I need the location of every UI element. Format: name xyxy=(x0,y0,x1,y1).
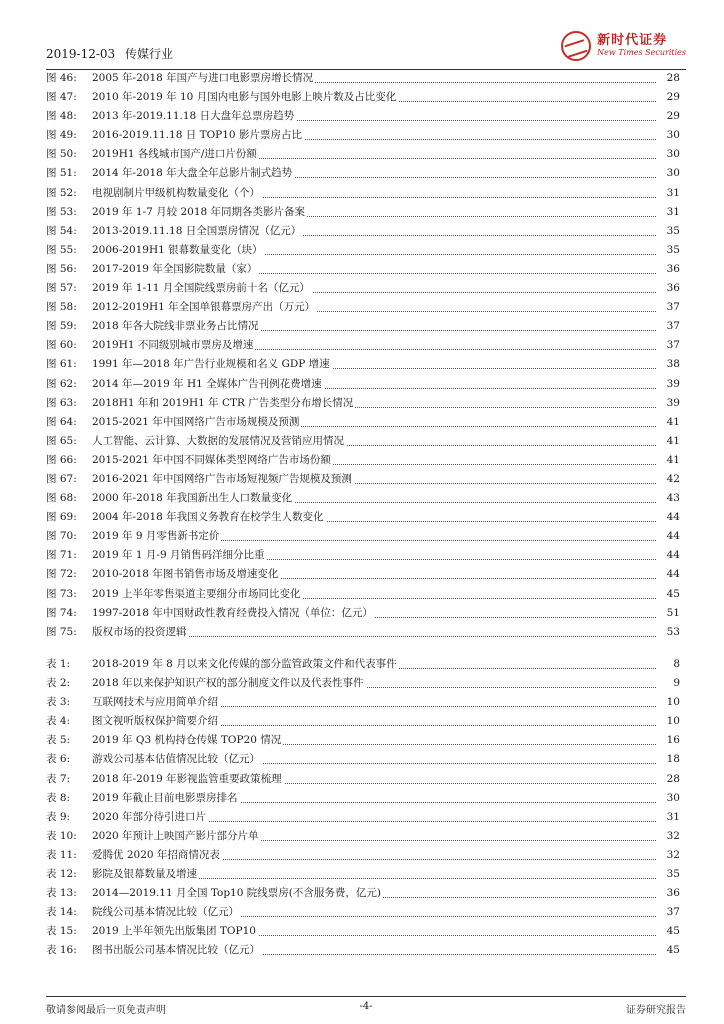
entry-page: 35 xyxy=(666,868,680,881)
entry-label: 表 3: xyxy=(46,696,71,709)
entry-title: 2018H1 年和 2019H1 年 CTR 广告类型分布增长情况 xyxy=(92,396,354,409)
entry-title: 1997-2018 年中国财政性教育经费投入情况（单位：亿元） xyxy=(92,606,373,619)
entry-title-wrap xyxy=(92,808,656,827)
entry-label: 表 9: xyxy=(46,810,71,823)
entry-title-wrap xyxy=(92,184,656,203)
figure-entry[interactable] xyxy=(46,623,680,642)
entry-label: 表 8: xyxy=(46,791,71,804)
entry-title-wrap xyxy=(92,298,656,317)
entry-page: 37 xyxy=(666,301,680,314)
entry-title: 版权市场的投资逻辑 xyxy=(92,625,187,638)
entry-label: 图 58: xyxy=(46,301,77,314)
entry-page: 39 xyxy=(666,396,680,409)
entry-page: 39 xyxy=(666,377,680,390)
entry-title-wrap xyxy=(92,770,656,789)
entry-title: 2019 年 1-7 月较 2018 年同期各类影片备案 xyxy=(92,205,306,218)
entry-title: 图书出版公司基本情况比较（亿元） xyxy=(92,944,260,957)
entry-page: 16 xyxy=(666,734,680,747)
figure-entry[interactable] xyxy=(46,413,680,432)
entry-title: 2013 年-2019.11.18 日大盘年总票房趋势 xyxy=(92,110,295,123)
entry-label: 图 51: xyxy=(46,167,77,180)
figure-index xyxy=(46,69,680,642)
entry-title-wrap xyxy=(92,941,656,960)
entry-title: 2010 年-2019 年 10 月国内电影与国外电影上映片数及占比变化 xyxy=(92,91,397,104)
entry-title-wrap xyxy=(92,884,656,903)
entry-title-wrap xyxy=(92,336,656,355)
entry-title-wrap xyxy=(92,355,656,374)
entry-title-wrap xyxy=(92,655,656,674)
entry-title-wrap xyxy=(92,750,656,769)
figure-entry[interactable] xyxy=(46,470,680,489)
entry-title: 2000 年-2018 年我国新出生人口数量变化 xyxy=(92,492,293,505)
entry-title: 2019 年 9 月零售新书定价 xyxy=(92,530,220,543)
entry-title: 2019 年 Q3 机构持仓传媒 TOP20 情况 xyxy=(92,734,282,747)
entry-label: 图 62: xyxy=(46,377,77,390)
header-info xyxy=(46,45,173,62)
table-entry[interactable] xyxy=(46,770,680,789)
entry-page: 8 xyxy=(673,658,680,670)
entry-title-wrap xyxy=(92,846,656,865)
entry-title: 2006-2019H1 银幕数量变化（块） xyxy=(92,243,263,256)
entry-title: 2005 年-2018 年国产与进口电影票房增长情况 xyxy=(92,72,314,84)
entry-title: 2019 年 1-11 月全国院线票房前十名（亿元） xyxy=(92,282,310,295)
entry-title-wrap xyxy=(92,827,656,846)
entry-title: 2012-2019H1 年全国单银幕票房产出（万元） xyxy=(92,301,316,314)
entry-label: 表 16: xyxy=(46,944,77,957)
entry-label: 图 46: xyxy=(46,72,77,84)
entry-page: 41 xyxy=(666,415,680,428)
entry-title: 2019 年截止目前电影票房排名 xyxy=(92,791,238,804)
entry-title: 2019 年 1 月-9 月销售码洋细分比重 xyxy=(92,549,265,562)
entry-title-wrap xyxy=(92,585,656,604)
entry-title-wrap xyxy=(92,164,656,183)
entry-title-wrap xyxy=(92,865,656,884)
entry-page: 36 xyxy=(666,282,680,295)
entry-label: 图 68: xyxy=(46,492,77,505)
entry-page: 53 xyxy=(666,625,680,638)
table-entry[interactable] xyxy=(46,693,680,712)
entry-title: 人工智能、云计算、大数据的发展情况及营销应用情况 xyxy=(92,434,344,447)
figure-entry[interactable] xyxy=(46,527,680,546)
entry-label: 表 10: xyxy=(46,829,77,842)
entry-title-wrap xyxy=(92,731,656,750)
entry-title: 2020 年预计上映国产影片部分片单 xyxy=(92,829,259,842)
table-entry[interactable] xyxy=(46,712,680,731)
entry-title-wrap xyxy=(92,126,656,145)
table-entry[interactable] xyxy=(46,827,680,846)
entry-label: 图 74: xyxy=(46,606,77,619)
industry-name: 传媒行业 xyxy=(125,47,174,61)
entry-title: 2019 上半年零售渠道主要细分市场同比变化 xyxy=(92,587,301,600)
entry-title-wrap xyxy=(92,489,656,508)
entry-title-wrap xyxy=(92,203,656,222)
logo-english-name: New Times Securities xyxy=(597,47,686,57)
entry-title: 2018 年-2019 年影视监管重要政策梳理 xyxy=(92,772,282,785)
entry-page: 37 xyxy=(666,320,680,333)
figure-entry[interactable] xyxy=(46,336,680,355)
entry-page: 32 xyxy=(666,848,680,861)
entry-title-wrap xyxy=(92,565,656,584)
entry-title: 2018 年各大院线非票业务占比情况 xyxy=(92,320,259,333)
entry-title: 影院及银幕数量及增速 xyxy=(92,868,197,881)
figure-entry[interactable] xyxy=(46,508,680,527)
entry-label: 图 63: xyxy=(46,396,77,409)
entry-label: 表 11: xyxy=(46,848,77,861)
entry-title: 图文视听版权保护简要介绍 xyxy=(92,715,218,728)
entry-page: 10 xyxy=(666,696,680,709)
entry-title-wrap xyxy=(92,903,656,922)
entry-page: 28 xyxy=(666,72,680,84)
figure-entry[interactable] xyxy=(46,375,680,394)
entry-page: 45 xyxy=(666,944,680,957)
entry-title-wrap xyxy=(92,222,656,241)
figure-entry[interactable] xyxy=(46,88,680,107)
entry-page: 45 xyxy=(666,587,680,600)
entry-page: 41 xyxy=(666,453,680,466)
logo-emblem-icon xyxy=(561,31,591,61)
entry-label: 表 13: xyxy=(46,887,77,900)
entry-page: 10 xyxy=(666,715,680,728)
entry-page: 28 xyxy=(666,772,680,785)
table-entry[interactable] xyxy=(46,731,680,750)
entry-title: 2015-2021 年中国不同媒体类型网络广告市场份额 xyxy=(92,453,331,466)
entry-page: 30 xyxy=(666,148,680,161)
figure-entry[interactable] xyxy=(46,107,680,126)
entry-title-wrap xyxy=(92,413,656,432)
entry-title: 2019 上半年领先出版集团 TOP10 xyxy=(92,925,256,938)
entry-label: 图 73: xyxy=(46,587,77,600)
entry-label: 表 6: xyxy=(46,753,71,766)
entry-label: 表 14: xyxy=(46,906,77,919)
entry-title-wrap xyxy=(92,508,656,527)
table-entry[interactable] xyxy=(46,655,680,674)
table-entry[interactable] xyxy=(46,789,680,808)
entry-page: 35 xyxy=(666,224,680,237)
entry-title: 2018 年以来保护知识产权的部分制度文件以及代表性事件 xyxy=(92,677,364,690)
table-entry[interactable] xyxy=(46,808,680,827)
entry-label: 图 71: xyxy=(46,549,77,562)
entry-label: 图 54: xyxy=(46,224,77,237)
entry-label: 图 69: xyxy=(46,511,77,524)
figure-entry[interactable] xyxy=(46,355,680,374)
entry-page: 44 xyxy=(666,568,680,581)
entry-label: 图 48: xyxy=(46,110,77,123)
table-entry[interactable] xyxy=(46,750,680,769)
entry-title: 2014—2019.11 月全国 Top10 院线票房(不含服务费，亿元) xyxy=(92,887,381,900)
entry-title: 2016-2021 年中国网络广告市场短视频广告规模及预测 xyxy=(92,472,352,485)
entry-label: 图 64: xyxy=(46,415,77,428)
figure-entry[interactable] xyxy=(46,489,680,508)
entry-label: 图 60: xyxy=(46,339,77,352)
entry-title: 游戏公司基本估值情况比较（亿元） xyxy=(92,753,260,766)
entry-page: 44 xyxy=(666,549,680,562)
figure-entry[interactable] xyxy=(46,279,680,298)
entry-page: 29 xyxy=(666,91,680,104)
entry-page: 36 xyxy=(666,262,680,275)
entry-label: 表 5: xyxy=(46,734,71,747)
entry-label: 图 53: xyxy=(46,205,77,218)
figure-entry[interactable] xyxy=(46,145,680,164)
entry-label: 图 47: xyxy=(46,91,77,104)
entry-label: 表 1: xyxy=(46,658,71,670)
entry-title: 2018-2019 年 8 月以来文化传媒的部分监管政策文件和代表事件 xyxy=(92,658,397,670)
entry-label: 图 49: xyxy=(46,129,77,142)
entry-page: 43 xyxy=(666,492,680,505)
entry-page: 37 xyxy=(666,339,680,352)
table-entry[interactable] xyxy=(46,903,680,922)
figure-entry[interactable] xyxy=(46,184,680,203)
entry-title: 互联网技术与应用简单介绍 xyxy=(92,696,218,709)
entry-label: 表 15: xyxy=(46,925,77,938)
entry-title: 2019H1 不同级别城市票房及增速 xyxy=(92,339,254,352)
figure-entry[interactable] xyxy=(46,164,680,183)
table-entry[interactable] xyxy=(46,674,680,693)
figure-entry[interactable] xyxy=(46,260,680,279)
entry-page: 18 xyxy=(666,753,680,766)
entry-page: 37 xyxy=(666,906,680,919)
entry-title-wrap xyxy=(92,922,656,941)
entry-page: 31 xyxy=(666,186,680,199)
entry-title: 2010-2018 年图书销售市场及增速变化 xyxy=(92,568,279,581)
entry-title: 2017-2019 年全国影院数量（家） xyxy=(92,262,258,275)
entry-label: 图 50: xyxy=(46,148,77,161)
page-number: -4- xyxy=(359,1001,373,1012)
entry-title: 2014 年-2018 年大盘全年总影片制式趋势 xyxy=(92,167,293,180)
page-footer xyxy=(46,996,686,1016)
entry-title: 院线公司基本情况比较（亿元） xyxy=(92,906,239,919)
entry-title-wrap xyxy=(92,527,656,546)
entry-title-wrap xyxy=(92,88,656,107)
table-index xyxy=(46,655,680,961)
table-entry[interactable] xyxy=(46,846,680,865)
entry-title-wrap xyxy=(92,260,656,279)
entry-label: 图 65: xyxy=(46,434,77,447)
entry-page: 29 xyxy=(666,110,680,123)
report-type: 证券研究报告 xyxy=(626,1005,686,1016)
entry-title-wrap xyxy=(92,432,656,451)
figure-entry[interactable] xyxy=(46,546,680,565)
entry-page: 45 xyxy=(666,925,680,938)
figure-entry[interactable] xyxy=(46,317,680,336)
entry-label: 表 12: xyxy=(46,868,77,881)
entry-label: 图 67: xyxy=(46,472,77,485)
entry-title: 2015-2021 年中国网络广告市场规模及预测 xyxy=(92,415,300,428)
entry-title-wrap xyxy=(92,375,656,394)
figure-entry[interactable] xyxy=(46,203,680,222)
figure-entry[interactable] xyxy=(46,222,680,241)
entry-page: 36 xyxy=(666,887,680,900)
entry-page: 35 xyxy=(666,243,680,256)
entry-label: 图 66: xyxy=(46,453,77,466)
entry-page: 31 xyxy=(666,810,680,823)
entry-title-wrap xyxy=(92,107,656,126)
entry-title-wrap xyxy=(92,69,656,88)
entry-title-wrap xyxy=(92,394,656,413)
figure-entry[interactable] xyxy=(46,394,680,413)
entry-title: 2014 年—2019 年 H1 全媒体广告刊例花费增速 xyxy=(92,377,322,390)
entry-page: 42 xyxy=(666,472,680,485)
figure-entry[interactable] xyxy=(46,604,680,623)
table-entry[interactable] xyxy=(46,941,680,960)
table-entry[interactable] xyxy=(46,884,680,903)
entry-title-wrap xyxy=(92,623,656,642)
entry-page: 51 xyxy=(666,606,680,619)
figure-entry[interactable] xyxy=(46,451,680,470)
entry-label: 图 55: xyxy=(46,243,77,256)
entry-page: 44 xyxy=(666,511,680,524)
entry-label: 图 59: xyxy=(46,320,77,333)
table-entry[interactable] xyxy=(46,865,680,884)
entry-page: 31 xyxy=(666,205,680,218)
entry-label: 图 75: xyxy=(46,625,77,638)
logo-chinese-name: 新时代证券 xyxy=(597,33,668,49)
figure-entry[interactable] xyxy=(46,432,680,451)
entry-title: 2020 年部分待引进口片 xyxy=(92,810,207,823)
entry-title-wrap xyxy=(92,451,656,470)
entry-page: 9 xyxy=(673,677,680,690)
entry-title-wrap xyxy=(92,241,656,260)
entry-label: 图 61: xyxy=(46,358,77,371)
entry-label: 图 72: xyxy=(46,568,77,581)
figure-entry[interactable] xyxy=(46,565,680,584)
entry-page: 30 xyxy=(666,129,680,142)
entry-label: 表 2: xyxy=(46,677,71,690)
entry-title-wrap xyxy=(92,604,656,623)
entry-page: 32 xyxy=(666,829,680,842)
figure-entry[interactable] xyxy=(46,69,680,88)
entry-title-wrap xyxy=(92,712,656,731)
entry-label: 表 7: xyxy=(46,772,71,785)
entry-title-wrap xyxy=(92,470,656,489)
entry-label: 图 52: xyxy=(46,186,77,199)
figure-entry[interactable] xyxy=(46,298,680,317)
disclaimer-note: 敬请参阅最后一页免责声明 xyxy=(46,1005,166,1016)
entry-label: 图 70: xyxy=(46,530,77,543)
entry-title-wrap xyxy=(92,674,656,693)
entry-page: 44 xyxy=(666,530,680,543)
entry-page: 41 xyxy=(666,434,680,447)
table-entry[interactable] xyxy=(46,922,680,941)
entry-title-wrap xyxy=(92,279,656,298)
entry-title-wrap xyxy=(92,317,656,336)
figure-entry[interactable] xyxy=(46,126,680,145)
entry-title-wrap xyxy=(92,546,656,565)
entry-page: 30 xyxy=(666,167,680,180)
report-date: 2019-12-03 xyxy=(46,47,116,61)
entry-title: 1991 年—2018 年广告行业规模和名义 GDP 增速 xyxy=(92,358,330,371)
entry-title: 2013-2019.11.18 日全国票房情况（亿元） xyxy=(92,224,302,237)
entry-page: 30 xyxy=(666,791,680,804)
page-header xyxy=(46,28,686,68)
entry-title: 2016-2019.11.18 日 TOP10 影片票房占比 xyxy=(92,129,302,142)
entry-title-wrap xyxy=(92,693,656,712)
entry-title-wrap xyxy=(92,789,656,808)
figure-entry[interactable] xyxy=(46,241,680,260)
entry-title: 爱腾优 2020 年招商情况表 xyxy=(92,848,220,861)
entry-title-wrap xyxy=(92,145,656,164)
entry-label: 图 56: xyxy=(46,262,77,275)
entry-title: 2004 年-2018 年我国义务教育在校学生人数变化 xyxy=(92,511,324,524)
company-logo xyxy=(561,28,686,64)
figure-entry[interactable] xyxy=(46,585,680,604)
entry-label: 表 4: xyxy=(46,715,71,728)
entry-page: 38 xyxy=(666,358,680,371)
entry-title: 2019H1 各线城市国产/进口片份额 xyxy=(92,148,257,161)
entry-label: 图 57: xyxy=(46,282,77,295)
entry-title: 电视剧制片甲级机构数量变化（个） xyxy=(92,186,260,199)
